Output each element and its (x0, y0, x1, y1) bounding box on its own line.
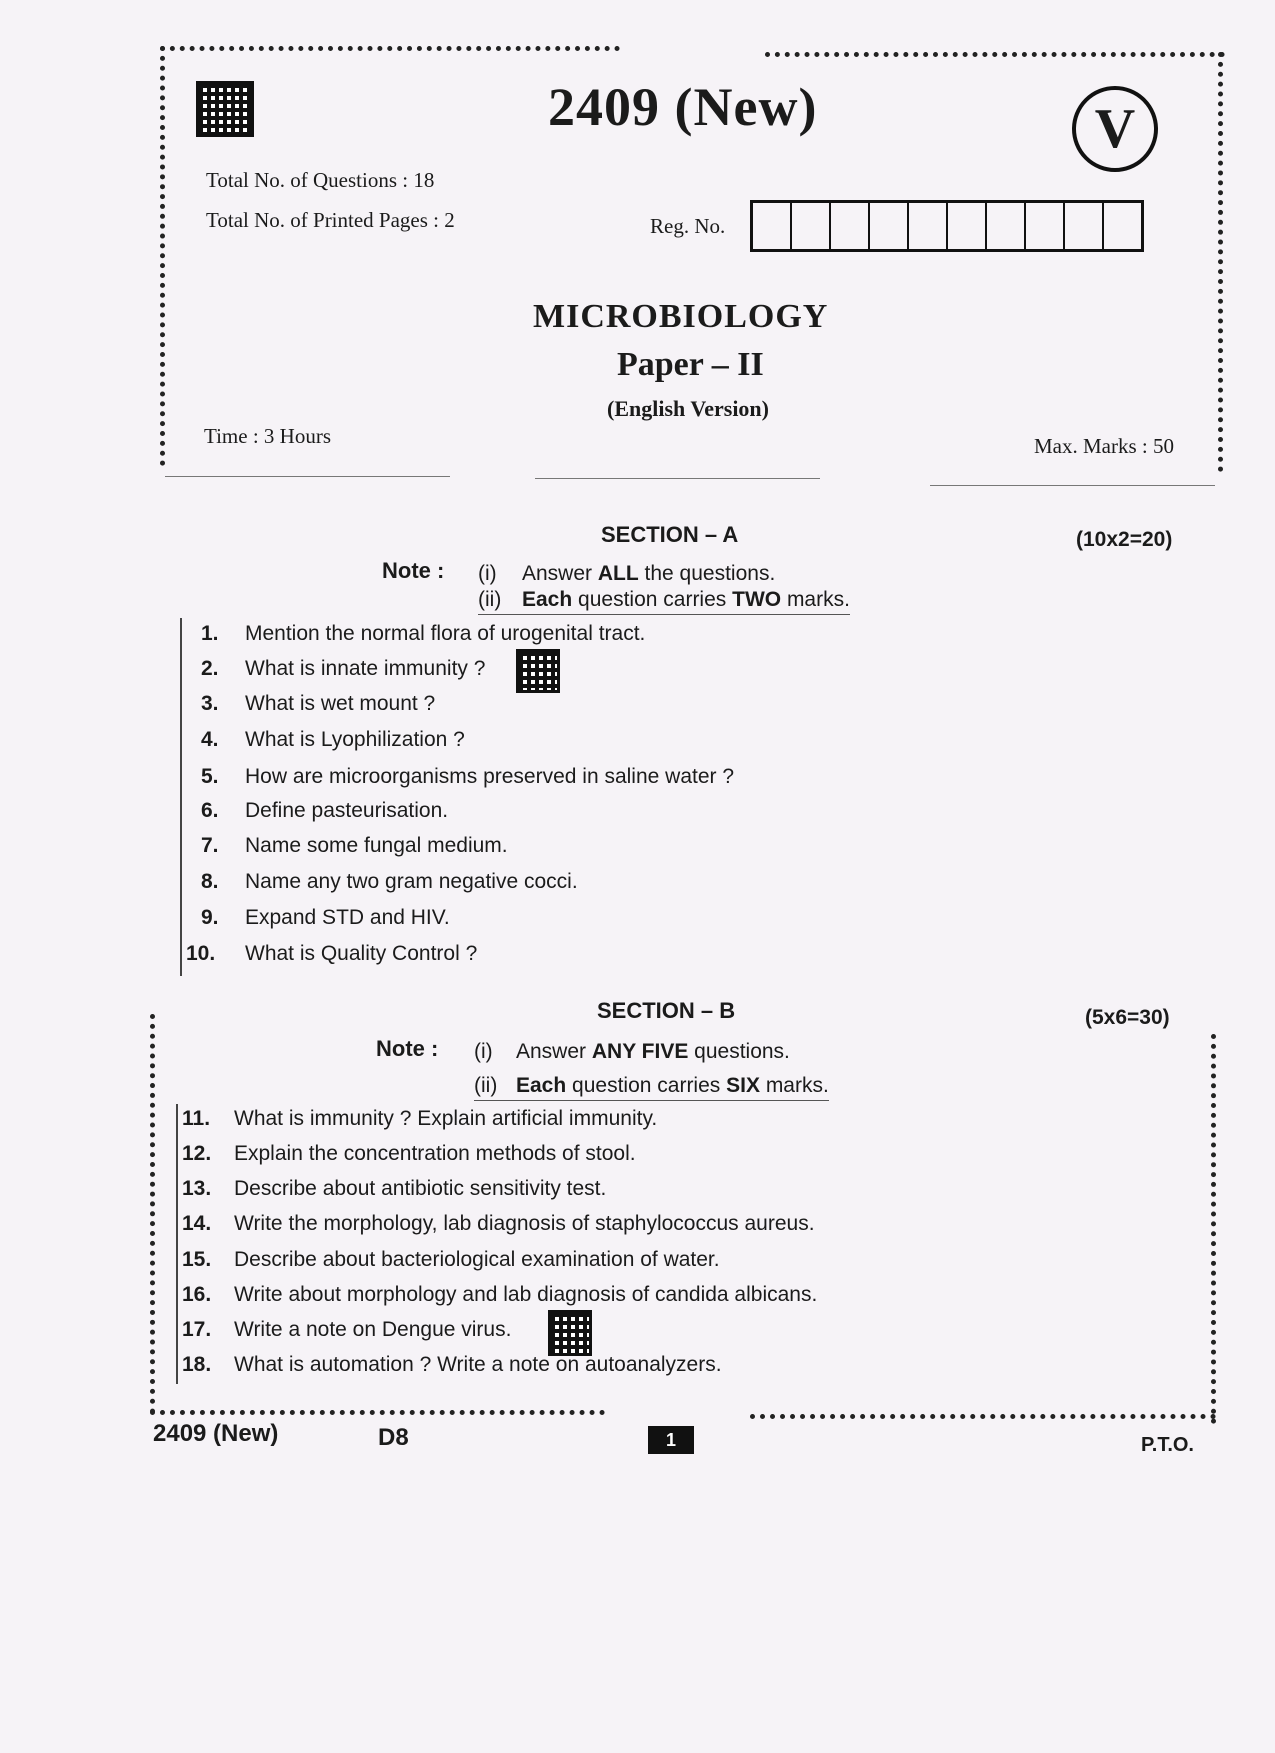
page-number-badge: 1 (648, 1426, 694, 1454)
question-number: 14. (182, 1212, 212, 1235)
question-number: 5. (201, 765, 219, 788)
section-a-title: SECTION – A (601, 522, 739, 547)
note-text: Answer (522, 562, 598, 585)
header-border-top-right (765, 52, 1225, 57)
question-text: Mention the normal flora of urogenital tract. (245, 622, 646, 645)
question-text: How are microorganisms preserved in saline water ? (245, 765, 735, 788)
section-b-note-label: Note : (376, 1036, 439, 1061)
section-a-note-2 (478, 588, 850, 615)
question-text: Write the morphology, lab diagnosis of staphylococcus aureus. (234, 1212, 815, 1235)
footer-paper-code: 2409 (New) (153, 1420, 279, 1447)
question-9 (201, 906, 450, 930)
reg-no-boxes[interactable] (750, 200, 1144, 252)
time-label: Time : 3 Hours (204, 424, 331, 448)
question-11 (182, 1107, 657, 1131)
question-18 (182, 1353, 722, 1377)
question-12 (182, 1142, 636, 1166)
question-16 (182, 1283, 817, 1307)
question-number: 12. (182, 1142, 212, 1165)
question-text: What is Lyophilization ? (245, 728, 465, 751)
question-text: What is automation ? Write a note on autoanalyzers. (234, 1353, 722, 1376)
question-text: Define pasteurisation. (245, 799, 449, 822)
reg-no-cell[interactable] (909, 203, 948, 249)
question-number: 9. (201, 906, 219, 929)
question-number: 13. (182, 1177, 212, 1200)
question-number: 16. (182, 1283, 212, 1306)
note-text: Answer (516, 1040, 592, 1063)
header-border-top-left (160, 46, 620, 51)
note-emphasis: Each (516, 1074, 567, 1097)
note-prefix: (i) (478, 562, 497, 585)
reg-no-cell[interactable] (792, 203, 831, 249)
question-6 (201, 799, 448, 823)
section-b-border-right (1211, 1034, 1216, 1424)
section-b-border-left (150, 1014, 155, 1414)
question-text: Write about morphology and lab diagnosis of candida albicans. (234, 1283, 818, 1306)
question-15 (182, 1248, 720, 1272)
note-emphasis: ANY FIVE (591, 1040, 689, 1063)
section-a-marks: (10x2=20) (1076, 528, 1173, 551)
note-text: marks. (759, 1074, 829, 1097)
note-text: the questions. (638, 562, 776, 585)
question-5 (201, 765, 734, 789)
header-rule-3 (930, 485, 1215, 486)
question-17-qr-code (551, 1313, 589, 1353)
subject-title: MICROBIOLOGY (533, 298, 829, 335)
question-2-qr-code (519, 652, 557, 690)
question-text: What is Quality Control ? (245, 942, 478, 965)
reg-no-cell[interactable] (831, 203, 870, 249)
question-4 (201, 728, 465, 752)
question-number: 17. (182, 1318, 212, 1341)
question-10 (186, 942, 477, 966)
total-questions: Total No. of Questions : 18 (206, 168, 435, 192)
section-b-marks: (5x6=30) (1085, 1006, 1170, 1029)
max-marks-label: Max. Marks : 50 (1034, 434, 1174, 458)
question-8 (201, 870, 578, 894)
question-number: 18. (182, 1353, 212, 1376)
question-number: 1. (201, 622, 219, 645)
reg-no-cell[interactable] (948, 203, 987, 249)
question-number: 4. (201, 728, 219, 751)
question-17 (182, 1318, 511, 1342)
question-text: Explain the concentration methods of stool. (234, 1142, 636, 1165)
question-14 (182, 1212, 815, 1236)
version-circle: V (1072, 86, 1158, 172)
header-border-left (160, 46, 165, 466)
header-border-right (1218, 52, 1223, 472)
note-text: questions. (688, 1040, 790, 1063)
question-number: 2. (201, 657, 219, 680)
note-text: question carries (566, 1074, 727, 1097)
version-label: (English Version) (607, 396, 769, 421)
reg-no-cell[interactable] (987, 203, 1026, 249)
section-a-note-1 (478, 562, 775, 586)
question-text: What is wet mount ? (245, 692, 436, 715)
note-emphasis: Each (522, 588, 573, 611)
section-b-note-1 (474, 1040, 790, 1064)
header-qr-code (199, 84, 251, 134)
note-text: question carries (572, 588, 733, 611)
question-number: 11. (182, 1107, 211, 1130)
reg-no-cell[interactable] (753, 203, 792, 249)
note-emphasis: SIX (726, 1074, 760, 1097)
paper-title: Paper – II (617, 346, 764, 383)
question-text: Name some fungal medium. (245, 834, 508, 857)
note-emphasis: TWO (732, 588, 782, 611)
section-b-border-bottom-left (150, 1410, 605, 1415)
reg-no-cell[interactable] (1026, 203, 1065, 249)
reg-no-cell[interactable] (870, 203, 909, 249)
note-prefix: (i) (474, 1040, 493, 1063)
reg-no-label: Reg. No. (650, 214, 726, 238)
section-b-border-bottom-right (750, 1414, 1216, 1419)
note-prefix: (ii) (478, 588, 502, 611)
total-pages: Total No. of Printed Pages : 2 (206, 208, 455, 232)
footer-set-code: D8 (378, 1424, 409, 1451)
question-2 (201, 657, 485, 681)
note-prefix: (ii) (474, 1074, 498, 1097)
question-1 (201, 622, 645, 646)
header-rule-2 (535, 478, 820, 479)
question-3 (201, 692, 435, 716)
question-text: What is immunity ? Explain artificial immunity. (234, 1107, 658, 1130)
section-a-note-label: Note : (382, 558, 445, 583)
question-text: Describe about antibiotic sensitivity test. (234, 1177, 607, 1200)
question-number: 6. (201, 799, 219, 822)
question-text: Describe about bacteriological examination of water. (234, 1248, 720, 1271)
question-7 (201, 834, 508, 858)
question-text: What is innate immunity ? (245, 657, 486, 680)
question-number: 10. (186, 942, 216, 965)
question-number: 7. (201, 834, 219, 857)
section-b-title: SECTION – B (597, 998, 736, 1023)
question-text: Name any two gram negative cocci. (245, 870, 578, 893)
section-a-margin-line (180, 618, 182, 976)
pto-label: P.T.O. (1141, 1434, 1194, 1456)
question-text: Expand STD and HIV. (245, 906, 450, 929)
header-rule-1 (165, 476, 450, 477)
question-13 (182, 1177, 606, 1201)
reg-no-cell[interactable] (1065, 203, 1104, 249)
question-number: 3. (201, 692, 219, 715)
reg-no-cell[interactable] (1104, 203, 1141, 249)
note-text: marks. (781, 588, 850, 611)
question-text: Write a note on Dengue virus. (234, 1318, 512, 1341)
note-emphasis: ALL (597, 562, 639, 585)
paper-code-title: 2409 (New) (548, 77, 818, 137)
question-number: 8. (201, 870, 219, 893)
section-b-margin-line (176, 1104, 178, 1384)
question-number: 15. (182, 1248, 212, 1271)
section-b-note-2 (474, 1074, 829, 1101)
